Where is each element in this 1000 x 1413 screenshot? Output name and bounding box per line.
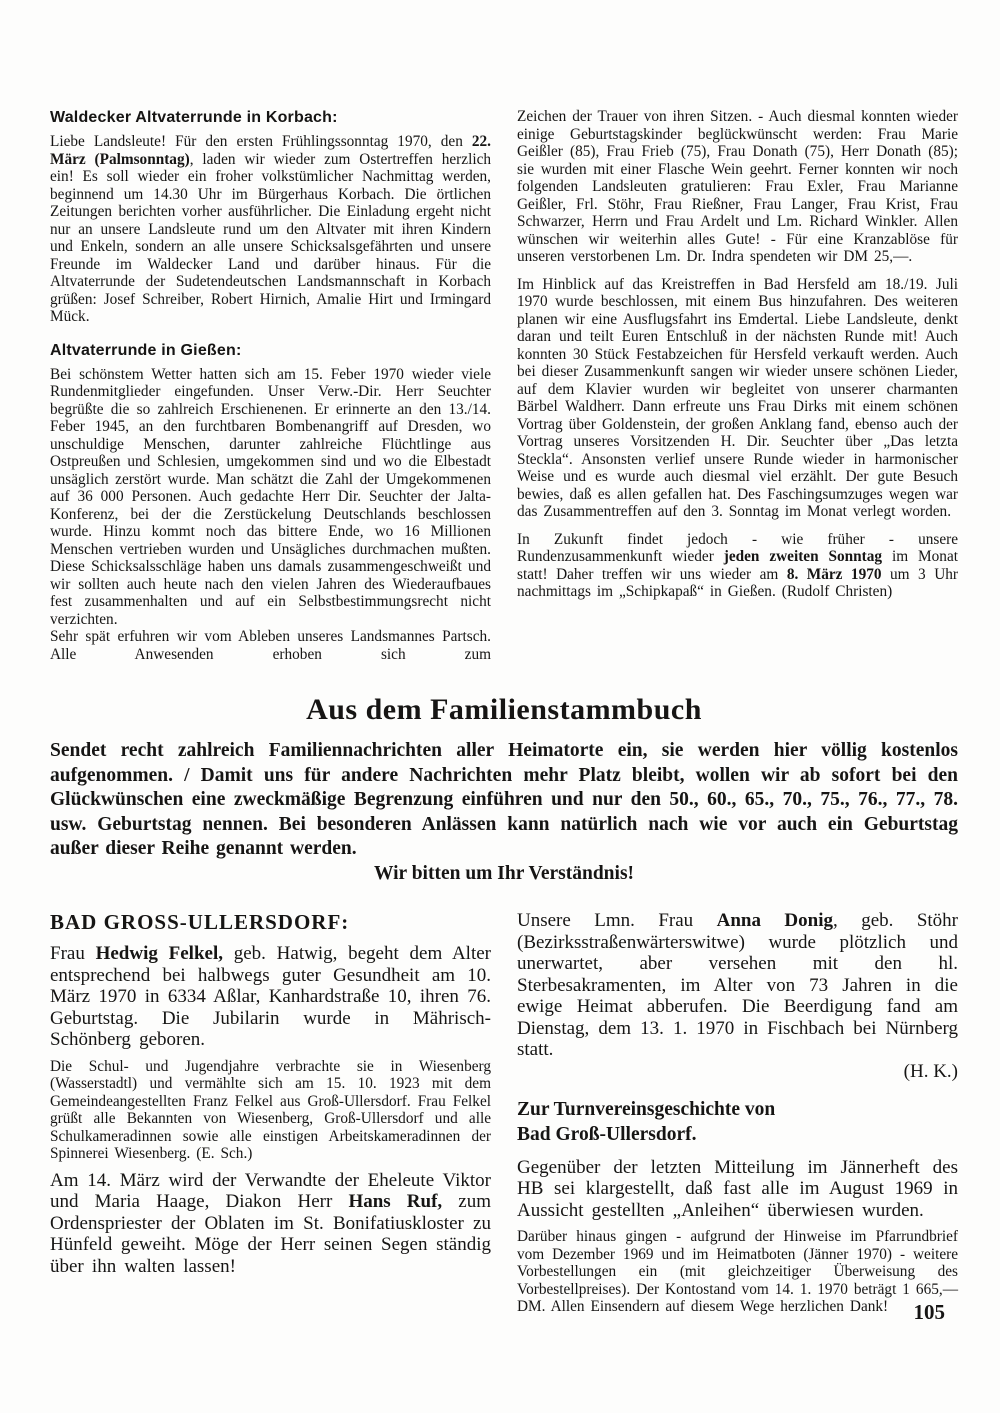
bottom-section — [50, 910, 958, 1316]
page-number: 105 — [913, 1300, 945, 1324]
turnverein-heading-line1: Zur Turnvereinsgeschichte von — [517, 1098, 776, 1120]
article-heading-giessen: Altvaterrunde in Gießen: — [50, 341, 242, 359]
article-felkel-paragraph: Frau Hedwig Felkel, geb. Hatwig, begeht dem Alter entsprechend bei halbwegs guter Gesundheit am 10. März 1970 in 6334 Aßlar, Kanhardstraße 10, ihren 76. Geburtstag. Die Jubilarin wurde in Mährisch-Schönberg geboren. — [50, 943, 491, 1050]
family-intro-paragraph: Sendet recht zahlreich Familiennachrichten aller Heimatorte ein, sie werden hier völlig kostenlos aufgenommen. / Damit uns für andere Nachrichten mehr Platz bleibt, wollen wir ab sofort bei den Glückwünschen eine zweckmäßige Begrenzung einführen und nur den 50., 60., 65., 70., 75., 76., 77., 78. usw. Geburtstag nennen. Bei besonderen Anlässen kann natürlich nach wie vor auch ein Geburtstag außer dieser Reihe genannt werden. — [50, 740, 958, 859]
top-left-column — [50, 108, 491, 663]
article-korbach-paragraph: Liebe Landsleute! Für den ersten Frühlingssonntag 1970, den 22. März (Palmsonntag), laden wir wieder zum Ostertreffen herzlich ein! Es soll wieder ein froher volkstümlicher Nachmittag werden, beginnend um 14.30 Uhr im Bürgerhaus Korbach. Die örtlichen Zeitungen berichten vorher ausführlicher. Die Einladung ergeht nicht nur an unsere Landsleute rund um den Altvater mit ihren Kindern und Enkeln, sondern an alle unsere Schicksalsgefährten und unsere Freunde im Waldecker Land und darüber hinaus. Für die Altvaterrunde der Sudetendeutschen Landsmannschaft in Korbach grüßen: Josef Schreiber, Robert Hirnich, Amalie Hirt und Irmingard Mück. — [50, 133, 492, 325]
article-heading-bad-gross-ullersdorf: BAD GROSS-ULLERSDORF: — [50, 910, 350, 934]
article-konto-paragraph: Darüber hinaus gingen - aufgrund der Hinweise im Pfarrundbrief vom Dezember 1969 und im Heimatboten (Jänner 1970) - weitere Vorbestellungen ein (mit gleichzeitiger Überweisung des Vorbestellpreises). Der Kontostand vom 14. 1. 1970 beträgt 1 665,— DM. Allen Einsendern auf diesem Wege herzlichen Dank! — [517, 1228, 958, 1315]
article-donig-paragraph: Unsere Lmn. Frau Anna Donig, geb. Stöhr (Bezirksstraßenwärterswitwe) wurde plötzlich und unerwartet, aber versehen mit den hl. Sterbesakramenten, im Alter von 73 Jahren in die ewige Heimat abberufen. Die Beerdigung fand am Dienstag, dem 13. 1. 1970 in Fischbach bei Nürnberg statt. — [517, 910, 959, 1060]
article-ruf-paragraph: Am 14. März wird der Verwandte der Eheleute Viktor und Maria Haage, Diakon Herr Hans Ruf, zum Ordenspriester der Oblaten im St. Bonifatiuskloster zu Hünfeld geweiht. Möge der Herr seinen Segen ständig über ihn walten lassen! — [50, 1169, 491, 1277]
section-title-familienstammbuch: Aus dem Familienstammbuch — [306, 693, 702, 726]
article-giessen-paragraph: Bei schönstem Wetter hatten sich am 15. Feber 1970 wieder viele Rundenmitglieder eingefunden. Unser Verw.-Dir. Herr Seuchter begrüßte die so zahlreich Erschienenen. Er erinnerte an den 13./14. Feber 1945, an den furchtbaren Bombenangriff auf Dresden, wo unschuldige Menschen, darunter zahlreiche Flüchtlinge aus Ostpreußen und Schlesien, umgekommen sind und wo die Elbestadt unsäglich zerstört wurde. Man schätzt die Zahl der Umgekommenen auf 36 000 Personen. Auch gedachte Herr Dir. Seuchter der Jalta-Konferenz, bei der die Zerstückelung Deutschlands beschlossen wurde. Hinzu kommt noch das bittere Ende, wo 16 Millionen Menschen vertrieben wurden und Unsägliches durchmachen mußten. Diese Schicksalsschläge haben uns damals zusammengeschweißt und wir sollten auch heute nach den vielen Jahren des Wiederaufbaues fest zusammenhalten und auf ein Selbstbestimmungsrecht nicht verzichten. — [50, 365, 491, 628]
article-anleihen-paragraph: Gegenüber der letzten Mitteilung im Jännerheft des HB sei klargestellt, daß fast alle im August 1969 in Aussicht gestellten „Anleihen“ überwiesen wurden. — [517, 1156, 958, 1221]
bottom-right-column — [517, 910, 958, 1316]
turnverein-heading-line2: Bad Groß-Ullersdorf. — [517, 1123, 697, 1145]
top-right-column — [517, 108, 958, 663]
article-kreistreffen-paragraph: Im Hinblick auf das Kreistreffen in Bad Hersfeld am 18./19. Juli 1970 wurde beschlossen, mit einem Bus hinzufahren. Des weiteren planen wir eine Ausflugsfahrt ins Emdertal. Liebe Landsleute, denkt daran und teilt Euren Entschluß in der nächsten Runde mit! Auch konnten 30 Stück Festabzeichen für Hersfeld verkauft werden. Auch bei dieser Zusammenkunft sangen wir wieder unsere schönen Lieder, auf dem Klavier wurden wir begleitet von unserer charmanten Bärbel Waldherr. Dann erfreute uns Frau Dirks mit einem schönen Vortrag über Goldenstein, der großen Anklang fand, ebenso auch der Vortrag unseres Vorsitzenden H. Dir. Seuchter über „Das letzta Steckla“. Ansonsten verlief unsere Runde wieder in harmonischer Weise und es wurde auch diesmal viel erzählt. Der gute Besuch bewies, daß es allen gefallen hat. Des Faschingsumzuges wegen war das Zusammentreffen auf den 3. Sonntag im Monat verlegt worden. — [517, 275, 958, 520]
page-content — [50, 108, 958, 1316]
article-felkel-detail-paragraph: Die Schul- und Jugendjahre verbrachte sie in Wiesenberg (Wasserstadtl) und vermählte sich am 15. 10. 1923 mit dem Gemeindeangestellten Franz Felkel aus Groß-Ullersdorf. Frau Felkel grüßt alle Bekannten von Wiesenberg, Groß-Ullersdorf und alle Schulkameradinnen sowie alle einstigen Arbeitskameradinnen der Spinnerei Wiesenberg. (E. Sch.) — [50, 1057, 491, 1162]
article-zukunft-paragraph: In Zukunft findet jedoch - wie früher - unsere Rundenzusammenkunft wieder jeden zweiten Sonntag im Monat statt! Daher treffen wir uns wieder am 8. März 1970 um 3 Uhr nachmittags im „Schipkapaß“ in Gießen. (Rudolf Christen) — [517, 530, 958, 600]
family-intro-closing-line: Wir bitten um Ihr Verständnis! — [373, 862, 635, 884]
article-donig-signature: (H. K.) — [903, 1060, 958, 1082]
top-section — [50, 108, 958, 663]
article-heading-turnverein — [517, 1097, 958, 1147]
bottom-left-column — [50, 910, 491, 1316]
article-trauer-paragraph: Zeichen der Trauer von ihren Sitzen. - Auch diesmal konnten wieder einige Geburtstagskinder beglückwünscht werden: Frau Marie Geißler (85), Frau Frieb (75), Frau Donath (75), Herr Donath (85); sie wurden mit einer Flasche Wein geehrt. Ferner konnten wir noch folgenden Landsleuten gratulieren: Frau Exler, Frau Marianne Geißler, Frl. Stöhr, Frau Rießner, Frau Langer, Frau Krist, Frau Schwarzer, Herrn und Frau Ardelt und Lm. Richard Winkler. Allen wünschen wir weiterhin alles Gute! - Für eine Kranzablöse für unseren verstorbenen Lm. Dr. Indra spendeten wir DM 25,—. — [517, 108, 958, 265]
article-heading-korbach: Waldecker Altvaterrunde in Korbach: — [50, 109, 338, 126]
article-partsch-paragraph: Sehr spät erfuhren wir vom Ableben unseres Landsmannes Partsch. Alle Anwesenden erhoben sich zum — [50, 628, 491, 663]
